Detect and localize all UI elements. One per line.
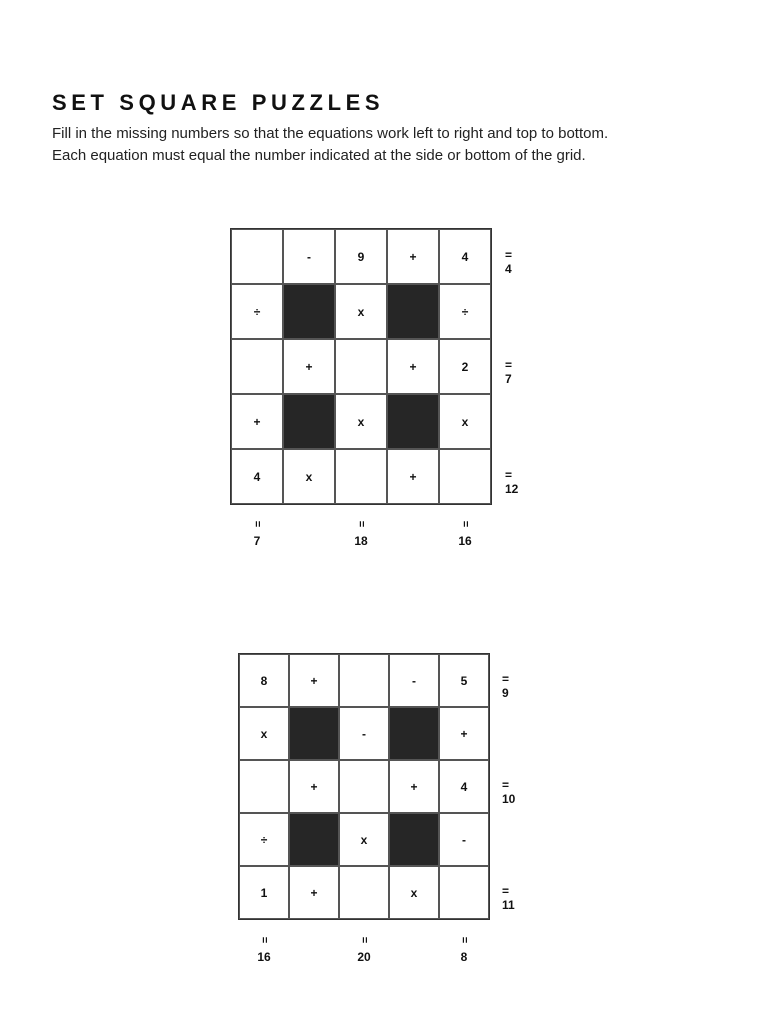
puzzle-1 xyxy=(230,228,519,548)
operator-cell: ÷ xyxy=(439,284,491,339)
row-result: = 11 xyxy=(502,883,515,912)
answer-cell[interactable] xyxy=(231,229,283,284)
given-number-cell: 5 xyxy=(439,654,489,707)
column-result-value: 16 xyxy=(458,534,472,548)
given-number-cell: 2 xyxy=(439,339,491,394)
operator-cell: + xyxy=(231,394,283,449)
operator-cell: - xyxy=(339,707,389,760)
equals-sign: = xyxy=(458,936,470,944)
answer-cell[interactable] xyxy=(339,760,389,813)
operator-cell: x xyxy=(439,394,491,449)
row-result: = 10 xyxy=(502,777,516,806)
given-number-cell: 4 xyxy=(439,760,489,813)
operator-cell: x xyxy=(339,813,389,866)
operator-cell: + xyxy=(283,339,335,394)
puzzle-grid xyxy=(230,228,492,505)
operator-cell: x xyxy=(389,866,439,919)
shaded-cell xyxy=(289,707,339,760)
given-number-cell: 8 xyxy=(239,654,289,707)
instruction-line-1: Fill in the missing numbers so that the equations work left to right and top to bottom. xyxy=(52,125,609,142)
column-result-value: 20 xyxy=(357,950,371,964)
row-result: = 4 xyxy=(505,247,513,276)
operator-cell: + xyxy=(289,760,339,813)
operator-cell: x xyxy=(335,284,387,339)
column-result-value: 7 xyxy=(253,534,261,548)
instruction-line-2: Each equation must equal the number indicated at the side or bottom of the grid. xyxy=(52,147,586,164)
column-result xyxy=(450,518,480,548)
answer-cell[interactable] xyxy=(239,760,289,813)
equals-sign: = xyxy=(251,520,263,528)
shaded-cell xyxy=(387,394,439,449)
shaded-cell xyxy=(283,394,335,449)
answer-cell[interactable] xyxy=(231,339,283,394)
operator-cell: x xyxy=(239,707,289,760)
operator-cell: + xyxy=(439,707,489,760)
row-result: = 7 xyxy=(505,357,513,386)
answer-cell[interactable] xyxy=(339,866,389,919)
operator-cell: x xyxy=(335,394,387,449)
given-number-cell: 1 xyxy=(239,866,289,919)
puzzle-grid xyxy=(238,653,490,920)
column-result xyxy=(349,934,379,964)
equals-sign: = xyxy=(355,520,367,528)
shaded-cell xyxy=(387,284,439,339)
column-result xyxy=(249,934,279,964)
operator-cell: + xyxy=(389,760,439,813)
shaded-cell xyxy=(389,707,439,760)
given-number-cell: 9 xyxy=(335,229,387,284)
answer-cell[interactable] xyxy=(335,449,387,504)
shaded-cell xyxy=(289,813,339,866)
column-result-value: 16 xyxy=(257,950,271,964)
answer-cell[interactable] xyxy=(439,866,489,919)
given-number-cell: 4 xyxy=(439,229,491,284)
operator-cell: + xyxy=(289,654,339,707)
answer-cell[interactable] xyxy=(339,654,389,707)
operator-cell: - xyxy=(283,229,335,284)
equals-sign: = xyxy=(459,520,471,528)
instructions xyxy=(52,123,742,167)
operator-cell: + xyxy=(387,229,439,284)
equals-sign: = xyxy=(258,936,270,944)
operator-cell: + xyxy=(289,866,339,919)
shaded-cell xyxy=(283,284,335,339)
given-number-cell: 4 xyxy=(231,449,283,504)
column-result-value: 8 xyxy=(460,950,468,964)
operator-cell: - xyxy=(439,813,489,866)
operator-cell: + xyxy=(387,449,439,504)
operator-cell: ÷ xyxy=(239,813,289,866)
column-result-value: 18 xyxy=(354,534,368,548)
column-result xyxy=(449,934,479,964)
column-result xyxy=(242,518,272,548)
answer-cell[interactable] xyxy=(335,339,387,394)
puzzle-2 xyxy=(238,653,516,964)
row-result: = 9 xyxy=(502,671,510,700)
shaded-cell xyxy=(389,813,439,866)
column-result xyxy=(346,518,376,548)
answer-cell[interactable] xyxy=(439,449,491,504)
operator-cell: + xyxy=(387,339,439,394)
operator-cell: - xyxy=(389,654,439,707)
operator-cell: ÷ xyxy=(231,284,283,339)
operator-cell: x xyxy=(283,449,335,504)
row-result: = 12 xyxy=(505,467,519,496)
page-title: SET SQUARE PUZZLES xyxy=(52,90,385,115)
equals-sign: = xyxy=(358,936,370,944)
